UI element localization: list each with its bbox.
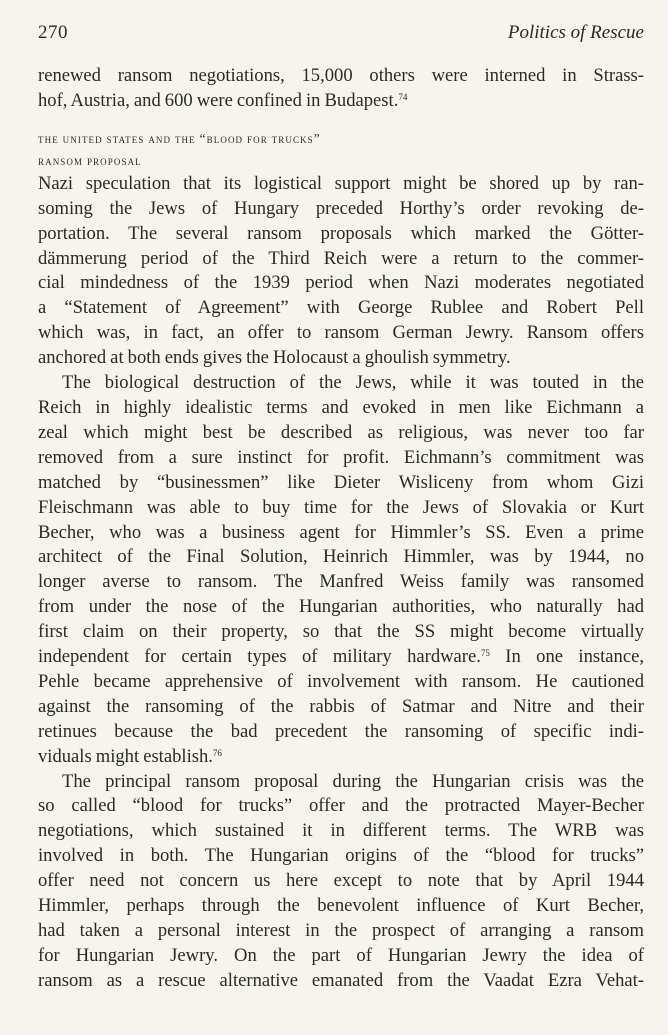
text-line: cial mindedness of the 1939 period when Nazi moderates negotiated: [38, 272, 644, 294]
text-line: The biological destruction of the Jews, while it was touted in the: [62, 372, 644, 394]
footnote-marker: 74: [398, 91, 408, 102]
text-line: for Hungarian Jewry. On the part of Hungarian Jewry the idea of: [38, 944, 644, 966]
text-line: from under the nose of the Hungarian authorities, who naturally had: [38, 596, 644, 618]
text-line: Reich in highly idealistic terms and evoked in men like Eichmann a: [38, 396, 644, 418]
book-page: [38, 22, 644, 994]
text-line: architect of the Final Solution, Heinrich Himmler, was by 1944, no: [38, 546, 644, 568]
text-line: soming the Jews of Hungary preceded Horthy’s order revoking de-: [38, 197, 644, 219]
text-line: The principal ransom proposal during the Hungarian crisis was the: [62, 770, 644, 792]
text-line: offer need not concern us here except to note that by April 1944: [38, 870, 644, 892]
page-number: 270: [38, 22, 68, 43]
paragraph-3: [38, 770, 644, 994]
text-line: negotiations, which sustained it in different terms. The WRB was: [38, 820, 644, 842]
text-line: Becher, who was a business agent for Himmler’s SS. Even a prime: [38, 521, 644, 543]
section-heading: [38, 128, 644, 172]
text-line: Himmler, perhaps through the benevolent influence of Kurt Becher,: [38, 895, 644, 917]
text-line: Fleischmann was able to buy time for the Jews of Slovakia or Kurt: [38, 496, 644, 518]
text-line: involved in both. The Hungarian origins of the “blood for trucks”: [38, 845, 644, 867]
running-title: Politics of Rescue: [507, 22, 644, 43]
text-line: ransom as a rescue alternative emanated from the Vaadat Ezra Vehat-: [38, 969, 644, 991]
text-line-content: independent for certain types of military hardware.: [38, 646, 481, 668]
paragraph-1: [38, 172, 644, 371]
text-line-content: In one instance,: [489, 646, 644, 668]
heading-line: the united states and the “blood for trucks”: [38, 130, 321, 146]
text-line-content: hof, Austria, and 600 were confined in Budapest.: [38, 89, 399, 111]
text-line: against the ransoming of the rabbis of Satmar and Nitre and their: [38, 695, 644, 717]
text-line: Pehle became apprehensive of involvement with ransom. He cautioned: [38, 670, 644, 692]
text-line: portation. The several ransom proposals which marked the Götter-: [38, 222, 644, 244]
text-line: removed from a sure instinct for profit. Eichmann’s commitment was: [38, 446, 644, 468]
paragraph-2: [38, 371, 644, 770]
text-line: anchored at both ends gives the Holocaust a ghoulish symmetry.: [38, 347, 511, 369]
text-line: so called “blood for trucks” offer and the protracted Mayer-Becher: [38, 795, 644, 817]
text-line: [38, 645, 644, 670]
running-header: [38, 22, 644, 52]
opening-paragraph: [38, 64, 644, 114]
heading-line: ransom proposal: [38, 152, 142, 168]
text-line: zeal which might best be described as religious, was never too far: [38, 421, 644, 443]
footnote-marker: 75: [480, 648, 490, 659]
text-line: retinues because the bad precedent the ransoming of specific indi-: [38, 720, 644, 742]
footnote-marker: 76: [212, 747, 222, 758]
text-line: first claim on their property, so that the SS might become virtually: [38, 621, 644, 643]
text-line: a “Statement of Agreement” with George Rublee and Robert Pell: [38, 297, 644, 319]
text-line: [38, 745, 644, 770]
text-line-content: viduals might establish.: [38, 745, 213, 767]
text-line: renewed ransom negotiations, 15,000 others were interned in Strass-: [38, 65, 644, 86]
text-line: longer averse to ransom. The Manfred Weiss family was ransomed: [38, 571, 644, 593]
text-line: Nazi speculation that its logistical support might be shored up by ran-: [38, 172, 644, 194]
text-line: [38, 89, 644, 114]
text-line: dämmerung period of the Third Reich were a return to the commer-: [38, 247, 644, 269]
text-line: matched by “businessmen” like Dieter Wisliceny from whom Gizi: [38, 471, 644, 493]
text-line: which was, in fact, an offer to ransom German Jewry. Ransom offers: [38, 322, 644, 344]
text-line: had taken a personal interest in the prospect of arranging a ransom: [38, 920, 644, 941]
